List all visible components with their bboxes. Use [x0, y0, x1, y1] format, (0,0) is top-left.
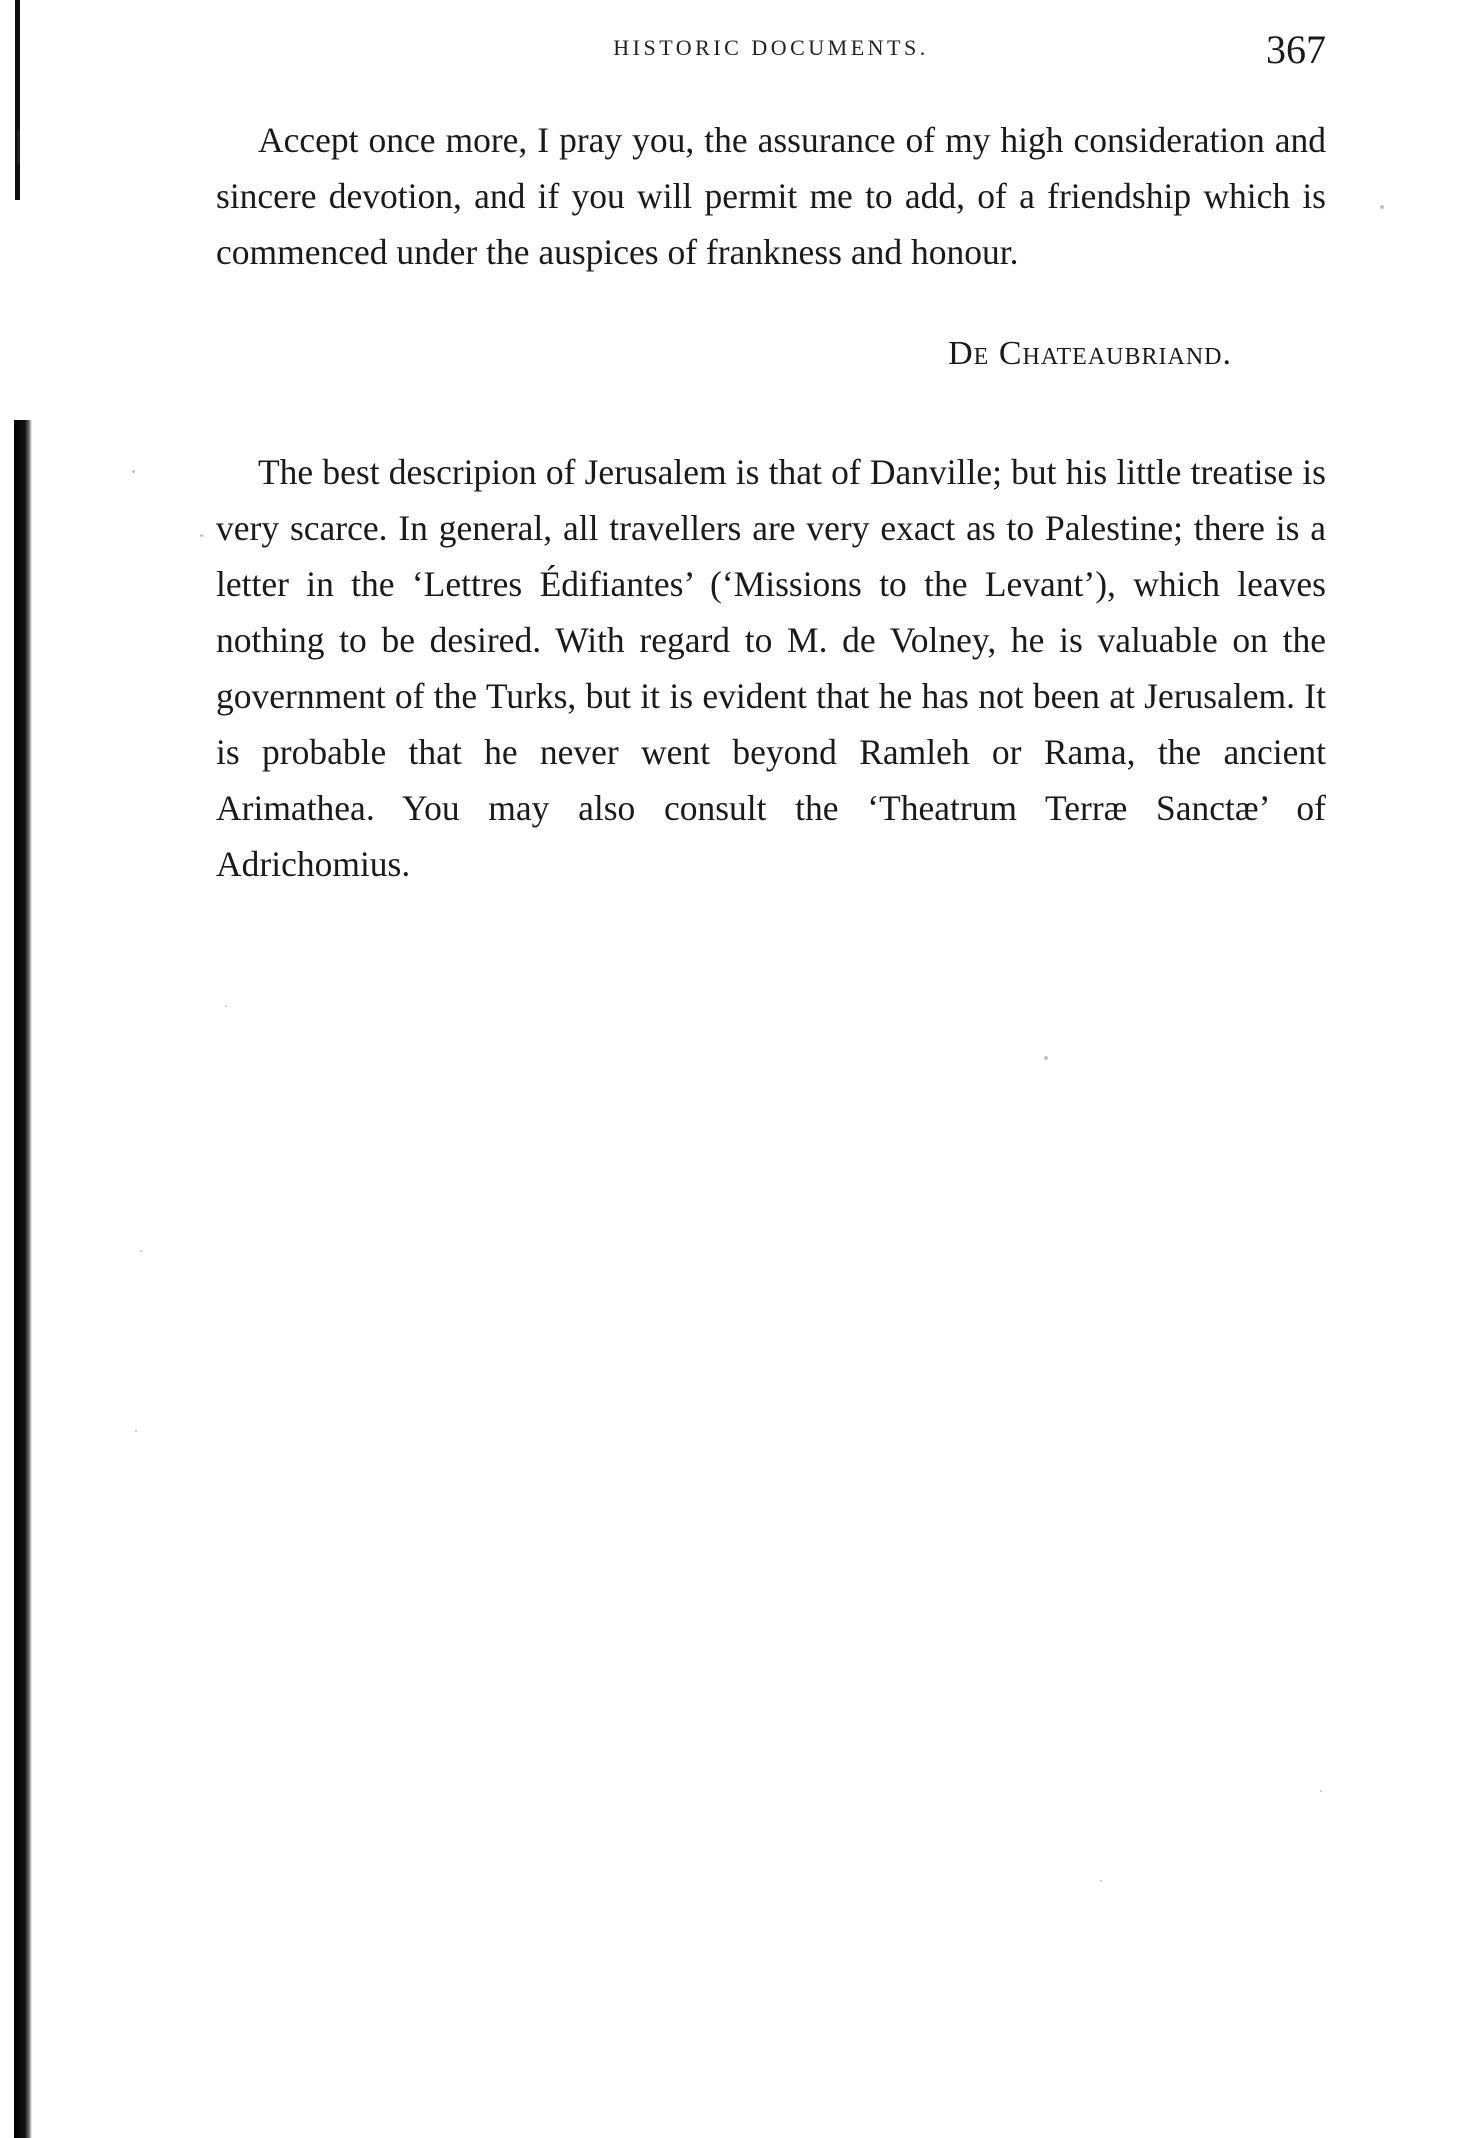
- scan-speck: [1380, 205, 1384, 209]
- paragraph-closing-letter: Accept once more, I pray you, the assurance of my high consideration and sincere devotion, and if you will permit me to add, of a friendship which is commenced under the auspices of frankness and honour.: [216, 120, 1326, 272]
- running-title-text: HISTORIC DOCUMENTS.: [613, 35, 929, 60]
- paragraph-jerusalem-sources: The best descripion of Jerusalem is that of Danville; but his little treatise is very scarce. In general, all travellers are very exact as to Palestine; there is a letter in the ‘Lettres Édifiantes’ (‘Missions to the Levant’), which leaves nothing to be desired. With regard to M. de Volney, he is valuable on the government of the Turks, but it is evident that he has not been at Jerusalem. It is probable that he never went beyond Ramleh or Rama, the ancient Arimathea. You may also consult the ‘Theatrum Terræ Sanctæ’ of Adrichomius.: [216, 452, 1326, 884]
- running-head: [216, 26, 1326, 86]
- scan-speck: [135, 1430, 137, 1432]
- binding-mark: [17, 130, 20, 164]
- running-title: [216, 34, 1326, 62]
- scan-speck: [1100, 1880, 1102, 1882]
- scan-speck: [1320, 1790, 1322, 1792]
- scan-speck: [225, 1005, 227, 1007]
- scan-speck: [132, 470, 135, 473]
- scan-speck: [200, 534, 203, 537]
- scan-speck: [1044, 1056, 1048, 1060]
- scan-speck: [140, 1250, 142, 1252]
- page-number: 367: [1266, 27, 1326, 72]
- binding-edge-shadow: [14, 420, 32, 2138]
- binding-edge-top: [15, 0, 20, 200]
- signature: De Chateaubriand.: [948, 335, 1232, 372]
